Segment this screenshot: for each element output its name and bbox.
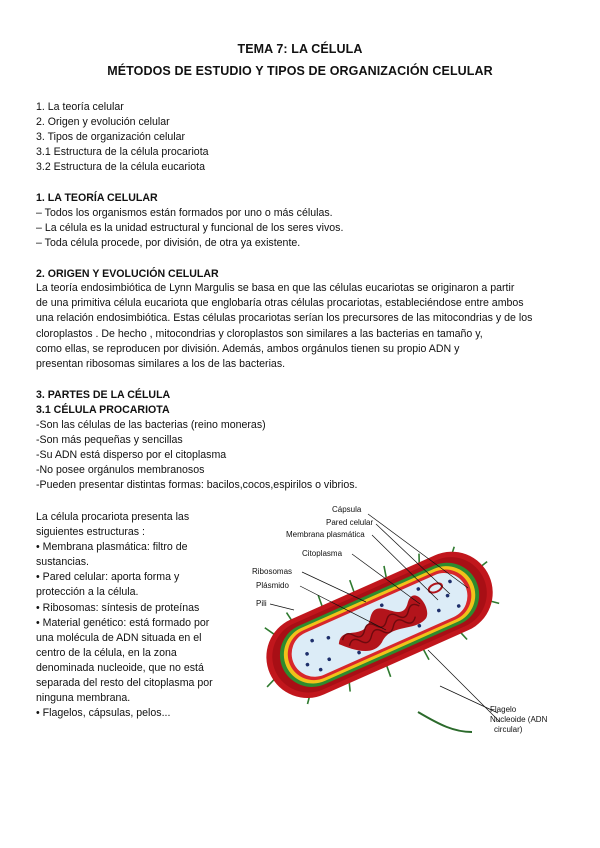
page-subtitle: MÉTODOS DE ESTUDIO Y TIPOS DE ORGANIZACIÓN CELULAR [107, 64, 493, 78]
list-item: -Son más pequeñas y sencillas [36, 434, 183, 446]
structure-line: centro de la célula, en la zona [36, 646, 177, 659]
label-cell-wall: Pared celular [326, 518, 374, 527]
list-item: -No posee orgánulos membranosos [36, 464, 205, 476]
list-item: -Su ADN está disperso por el citoplasma [36, 449, 227, 461]
list-item: – La célula es la unidad estructural y funcional de los seres vivos. [36, 222, 344, 234]
section-heading: 2. ORIGEN Y EVOLUCIÓN CELULAR [36, 268, 219, 280]
label-ribosomes: Ribosomas [252, 567, 293, 576]
structure-line: • Ribosomas: síntesis de proteínas [36, 601, 200, 614]
label-plasmid: Plásmido [256, 581, 289, 590]
label-pili: Pili [256, 599, 267, 608]
structure-line: protección a la célula. [36, 586, 139, 599]
label-plasma-membrane: Membrana plasmática [286, 530, 365, 539]
prokaryotic-cell-diagram [240, 500, 580, 750]
page-title: TEMA 7: LA CÉLULA [237, 42, 363, 56]
list-item: -Pueden presentar distintas formas: bacilos,cocos,espirilos o vibrios. [36, 479, 358, 491]
section-subheading: 3.1 CÉLULA PROCARIOTA [36, 404, 170, 416]
structure-line: sustancias. [36, 556, 89, 569]
toc-item: 3.1 Estructura de la célula procariota [36, 146, 209, 158]
flagellum [418, 712, 472, 732]
paragraph-line: presentan ribosomas similares a los de las bacterias. [36, 358, 286, 371]
paragraph-line: como ellas, se reproducen por división. Además, ambos orgánulos tienen su propio ADN y [36, 342, 460, 355]
section-heading: 1. LA TEORÍA CELULAR [36, 192, 158, 204]
label-capsule: Cápsula [332, 505, 362, 514]
paragraph-line: cloroplastos . De hecho , mitocondrias y cloroplastos son similares a las bacterias en tamaño y, [36, 327, 483, 340]
structure-line: • Pared celular: aporta forma y [36, 571, 180, 584]
label-nucleoid: Nucleoide (ADN [490, 715, 548, 724]
structure-line: ninguna membrana. [36, 692, 131, 705]
paragraph-line: una relación endosimbiótica. Estas células procariotas serían los precursores de las mitocondrias y de los [36, 312, 533, 325]
structure-line: • Flagelos, cápsulas, pelos... [36, 707, 171, 720]
structure-line: separada del resto del citoplasma por [36, 677, 213, 690]
list-item: – Todos los organismos están formados por uno o más células. [36, 207, 333, 219]
paragraph [36, 281, 566, 372]
label-nucleoid-circular: circular) [494, 725, 523, 734]
structure-line: siguientes estructuras : [36, 526, 145, 539]
structure-line: La célula procariota presenta las [36, 511, 190, 523]
structure-line: denominada nucleoide, que no está [36, 661, 204, 674]
label-flagellum: Flagelo [490, 705, 517, 714]
paragraph-line: La teoría endosimbiótica de Lynn Margulis se basa en que las células eucariotas se originaron a partir [36, 282, 515, 294]
toc-item: 1. La teoría celular [36, 101, 124, 113]
toc-item: 2. Origen y evolución celular [36, 116, 170, 128]
list-item: – Toda célula procede, por división, de otra ya existente. [36, 237, 301, 249]
paragraph-line: de una primitiva célula eucariota que englobaría otras células procariotas, estableciéndose entre ambos [36, 297, 524, 310]
structures-list [36, 510, 236, 721]
toc-item: 3. Tipos de organización celular [36, 131, 185, 143]
structure-line: una molécula de ADN situada en el [36, 631, 202, 644]
section-heading: 3. PARTES DE LA CÉLULA [36, 389, 171, 401]
structure-line: • Material genético: está formado por [36, 616, 210, 629]
structure-line: • Membrana plasmática: filtro de [36, 541, 188, 554]
toc-item: 3.2 Estructura de la célula eucariota [36, 161, 206, 173]
label-cytoplasm: Citoplasma [302, 549, 343, 558]
list-item: -Son las células de las bacterias (reino moneras) [36, 419, 266, 431]
